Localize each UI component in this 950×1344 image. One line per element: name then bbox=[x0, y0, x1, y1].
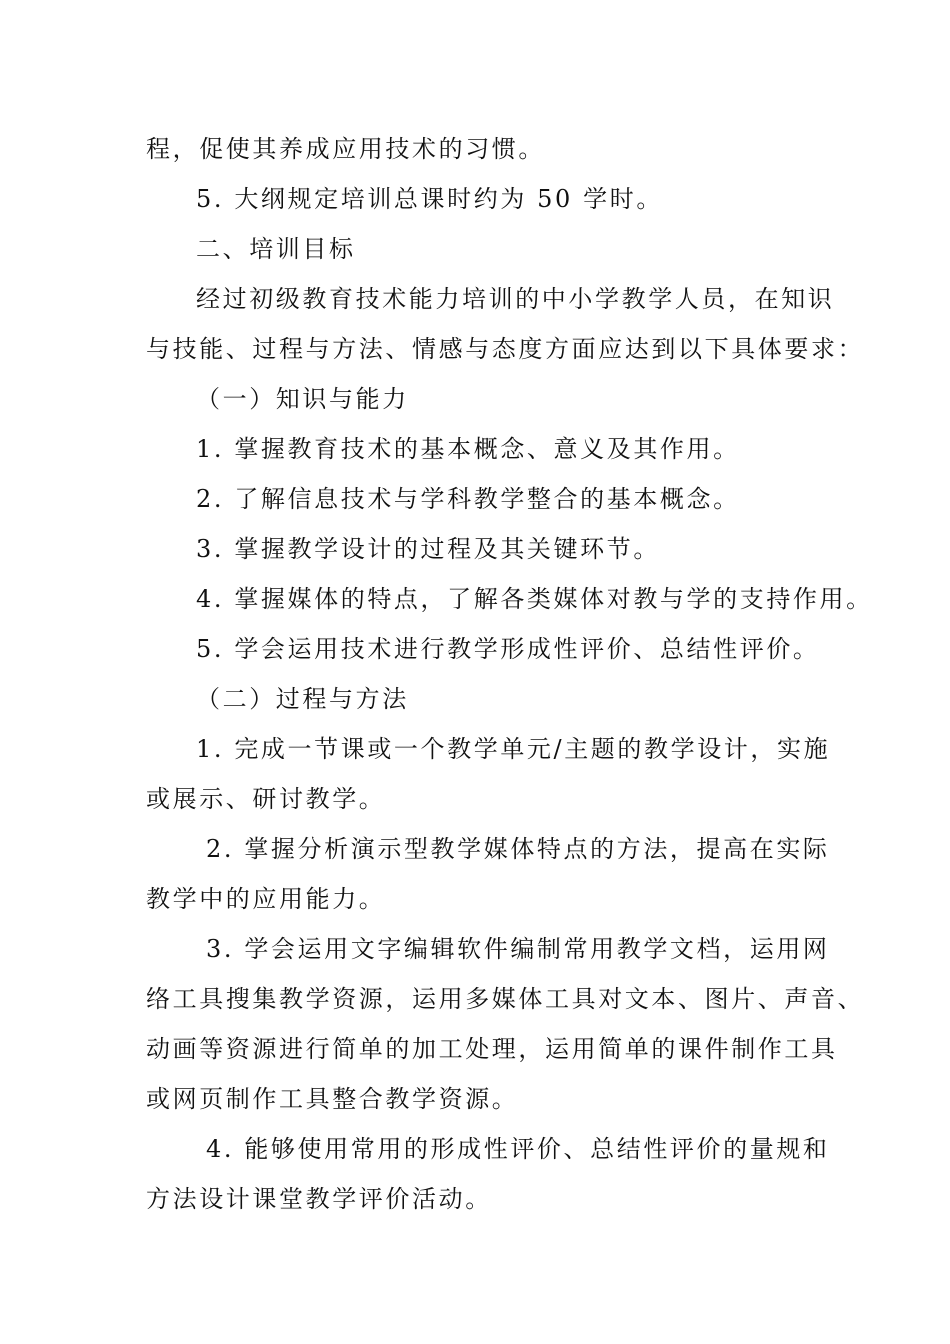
knowledge-item-2: 2. 了解信息技术与学科教学整合的基本概念。 bbox=[196, 485, 740, 513]
process-item-2-line-2: 教学中的应用能力。 bbox=[146, 885, 386, 913]
knowledge-item-5: 5. 学会运用技术进行教学形成性评价、总结性评价。 bbox=[196, 635, 820, 663]
subsection-heading-knowledge: （一）知识与能力 bbox=[196, 385, 409, 413]
knowledge-item-1: 1. 掌握教育技术的基本概念、意义及其作用。 bbox=[196, 435, 740, 463]
process-item-4-line-1: 4. 能够使用常用的形成性评价、总结性评价的量规和 bbox=[206, 1135, 830, 1163]
list-item-5-total-hours: 5. 大纲规定培训总课时约为 50 学时。 bbox=[196, 185, 663, 213]
process-item-3-line-1: 3. 学会运用文字编辑软件编制常用教学文档，运用网 bbox=[206, 935, 830, 963]
section-heading-training-goals: 二、培训目标 bbox=[196, 235, 356, 263]
process-item-3-line-3: 动画等资源进行简单的加工处理，运用简单的课件制作工具 bbox=[146, 1035, 838, 1063]
paragraph-continuation: 程，促使其养成应用技术的习惯。 bbox=[146, 135, 545, 163]
process-item-3-line-2: 络工具搜集教学资源，运用多媒体工具对文本、图片、声音、 bbox=[146, 985, 865, 1013]
process-item-3-line-4: 或网页制作工具整合教学资源。 bbox=[146, 1085, 519, 1113]
intro-paragraph-line-1: 经过初级教育技术能力培训的中小学教学人员，在知识 bbox=[196, 285, 835, 313]
knowledge-item-3: 3. 掌握教学设计的过程及其关键环节。 bbox=[196, 535, 660, 563]
process-item-1-line-1: 1. 完成一节课或一个教学单元/主题的教学设计，实施 bbox=[196, 735, 831, 763]
process-item-4-line-2: 方法设计课堂教学评价活动。 bbox=[146, 1185, 492, 1213]
process-item-1-line-2: 或展示、研讨教学。 bbox=[146, 785, 386, 813]
knowledge-item-4: 4. 掌握媒体的特点，了解各类媒体对教与学的支持作用。 bbox=[196, 585, 873, 613]
intro-paragraph-line-2: 与技能、过程与方法、情感与态度方面应达到以下具体要求： bbox=[146, 335, 865, 363]
process-item-2-line-1: 2. 掌握分析演示型教学媒体特点的方法，提高在实际 bbox=[206, 835, 830, 863]
subsection-heading-process: （二）过程与方法 bbox=[196, 685, 409, 713]
